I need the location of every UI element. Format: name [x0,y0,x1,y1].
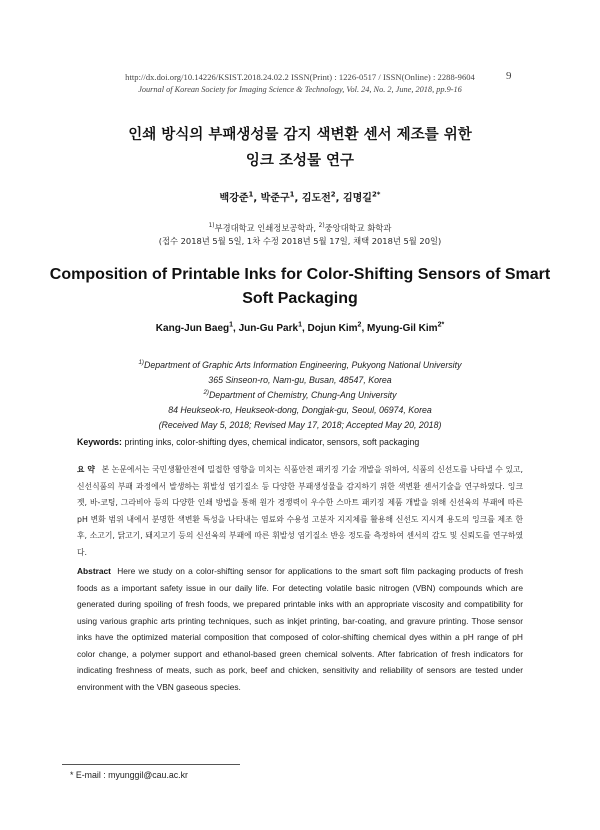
affil-text: 중앙대학교 화학과 [324,223,392,233]
english-abstract-label: Abstract [77,566,111,576]
footnote-divider [62,764,240,765]
english-title-line-1: Composition of Printable Inks for Color-Shifting Sensors of Smart [49,266,551,283]
author-affil-mark: 1 [229,321,234,329]
author-affil-mark: 2* [371,190,381,199]
korean-title-line-2: 잉크 조성물 연구 [245,153,355,169]
korean-title-line-1: 인쇄 방식의 부패생성물 감지 색변환 센서 제조를 위한 [128,127,472,143]
author-name: 김명길 [342,193,372,204]
keywords [77,437,537,447]
affil-text: Department of Graphic Arts Information Engineering, Pukyong National University [143,360,462,370]
korean-abstract-label: 요 약 [77,465,95,474]
corresponding-email-footnote: * E-mail : myunggil@cau.ac.kr [70,770,188,780]
author-affil-mark: 1 [248,190,254,199]
korean-title [0,122,600,174]
korean-authors: 백강준$^1$, 박준구$^1$, 김도전$^2$, 김명길$^{2*}$ [219,190,381,204]
author-affil-mark: 1 [289,190,295,199]
affil-mark: 1) [208,223,215,230]
korean-abstract [77,462,523,561]
korean-affiliation-line [0,222,600,235]
english-authors: Kang-Jun Baeg$^1$, Jun-Gu Park$^1$, Dojun Kim$^2$, Myung-Gil Kim$^{2*}$ [155,321,445,334]
english-dates: (Received May 5, 2018; Revised May 17, 2018; Accepted May 20, 2018) [158,420,442,430]
korean-abstract-text: 본 논문에서는 국민생활안전에 밀접한 영향을 미치는 식품안전 패키징 기술 개발을 위하여, 식품의 신선도를 나타낼 수 있고, 신선식품의 부패 과정에서 발생하는 휘발성 염기질소 등 다양한 부패생성물을 감지하기 위한 색변환 센서기술을 연구하였다. 잉크젯, 바-코팅, 그라비아 등의 다양한 인쇄 방법을 통해 원가 경쟁력이 우수한 스마트 패키징 제품 개발을 위해 신선육의 부패에 따른 pH 변화 범위 내에서 분명한 색변환 특성을 나타내는 염료와 수용성 고분자 지지체를 활용해 신선도 지시계 용도의 잉크를 제조 한 후, 소고기, 닭고기, 돼지고기 등의 신선육의 부패에 따른 휘발성 염기질소 반응 정도를 측정하여 센서의 감도 및 신뢰도를 연구하였다. [77,465,524,557]
author-affil-mark: 1 [298,321,302,329]
doi-issn-line: http://dx.doi.org/10.14226/KSIST.2018.24.02.2 ISSN(Print) : 1226-0517 / ISSN(Online) : 2288-9604 [125,72,475,82]
affil-text: 부경대학교 인쇄정보공학과, [214,223,319,233]
author-affil-mark: 2* [437,321,445,329]
author-name: Kang-Jun Baeg [155,323,230,334]
english-abstract-text: Here we study on a color-shifting sensor for applications to the smart soft film packaging products of fresh foods as a important safety issue in our daily life. For detecting volatile basic nitrogen (VBN) compounds which are generated during spoiling of fresh foods, we prepared printable inks with an appropriate viscosity and compatibility for using various graphic arts printing techniques, such as inkjet printing, bar-coating, and gravure printing. Those sensor inks have the optimized material composition that composed of color-shifting chemical dyes within a pH range of pH color change, a polymer support and ethanol-based green chemical solvents. After fabrication of fresh indicators for indicating freshness of meats, such as pork, beef and chicken, sensitivity and reliability of sensors are tested under environment with the VBN gaseous species. [77,566,523,692]
affiliation-2 [0,388,600,403]
affiliation-1-address: 365 Sinseon-ro, Nam-gu, Busan, 48547, Korea [208,375,392,385]
author-name: 김도전 [301,193,331,204]
english-title-line-2: Soft Packaging [242,290,358,307]
affil-text: Department of Chemistry, Chung-Ang University [208,390,397,400]
affil-mark: 1) [138,359,144,367]
author-name: 백강준 [219,193,249,204]
korean-affiliations [0,222,600,248]
affil-mark: 2) [318,223,325,230]
english-abstract [77,563,523,695]
keywords-label: Keywords: [77,437,122,447]
korean-dates: (접수 2018년 5월 5일, 1차 수정 2018년 5월 17일, 채택 2018년 5월 20일) [158,236,442,246]
keywords-text: printing inks, color-shifting dyes, chemical indicator, sensors, soft packaging [124,437,420,447]
english-affiliations [0,358,600,433]
journal-citation: Journal of Korean Society for Imaging Science & Technology, Vol. 24, No. 2, June, 2018, pp.9-16 [138,85,462,94]
affiliation-2-address: 84 Heukseok-ro, Heukseok-dong, Dongjak-gu, Seoul, 06974, Korea [168,405,432,415]
affil-mark: 2) [203,389,209,397]
author-name: Jun-Gu Park [238,323,299,334]
affiliation-1 [0,358,600,373]
page-number: 9 [506,70,512,82]
author-name: 박준구 [260,193,290,204]
author-affil-mark: 2 [330,190,336,199]
author-name: Dojun Kim [307,323,358,334]
author-affil-mark: 2 [357,321,362,329]
author-name: Myung-Gil Kim [367,323,438,334]
english-title [0,263,600,311]
